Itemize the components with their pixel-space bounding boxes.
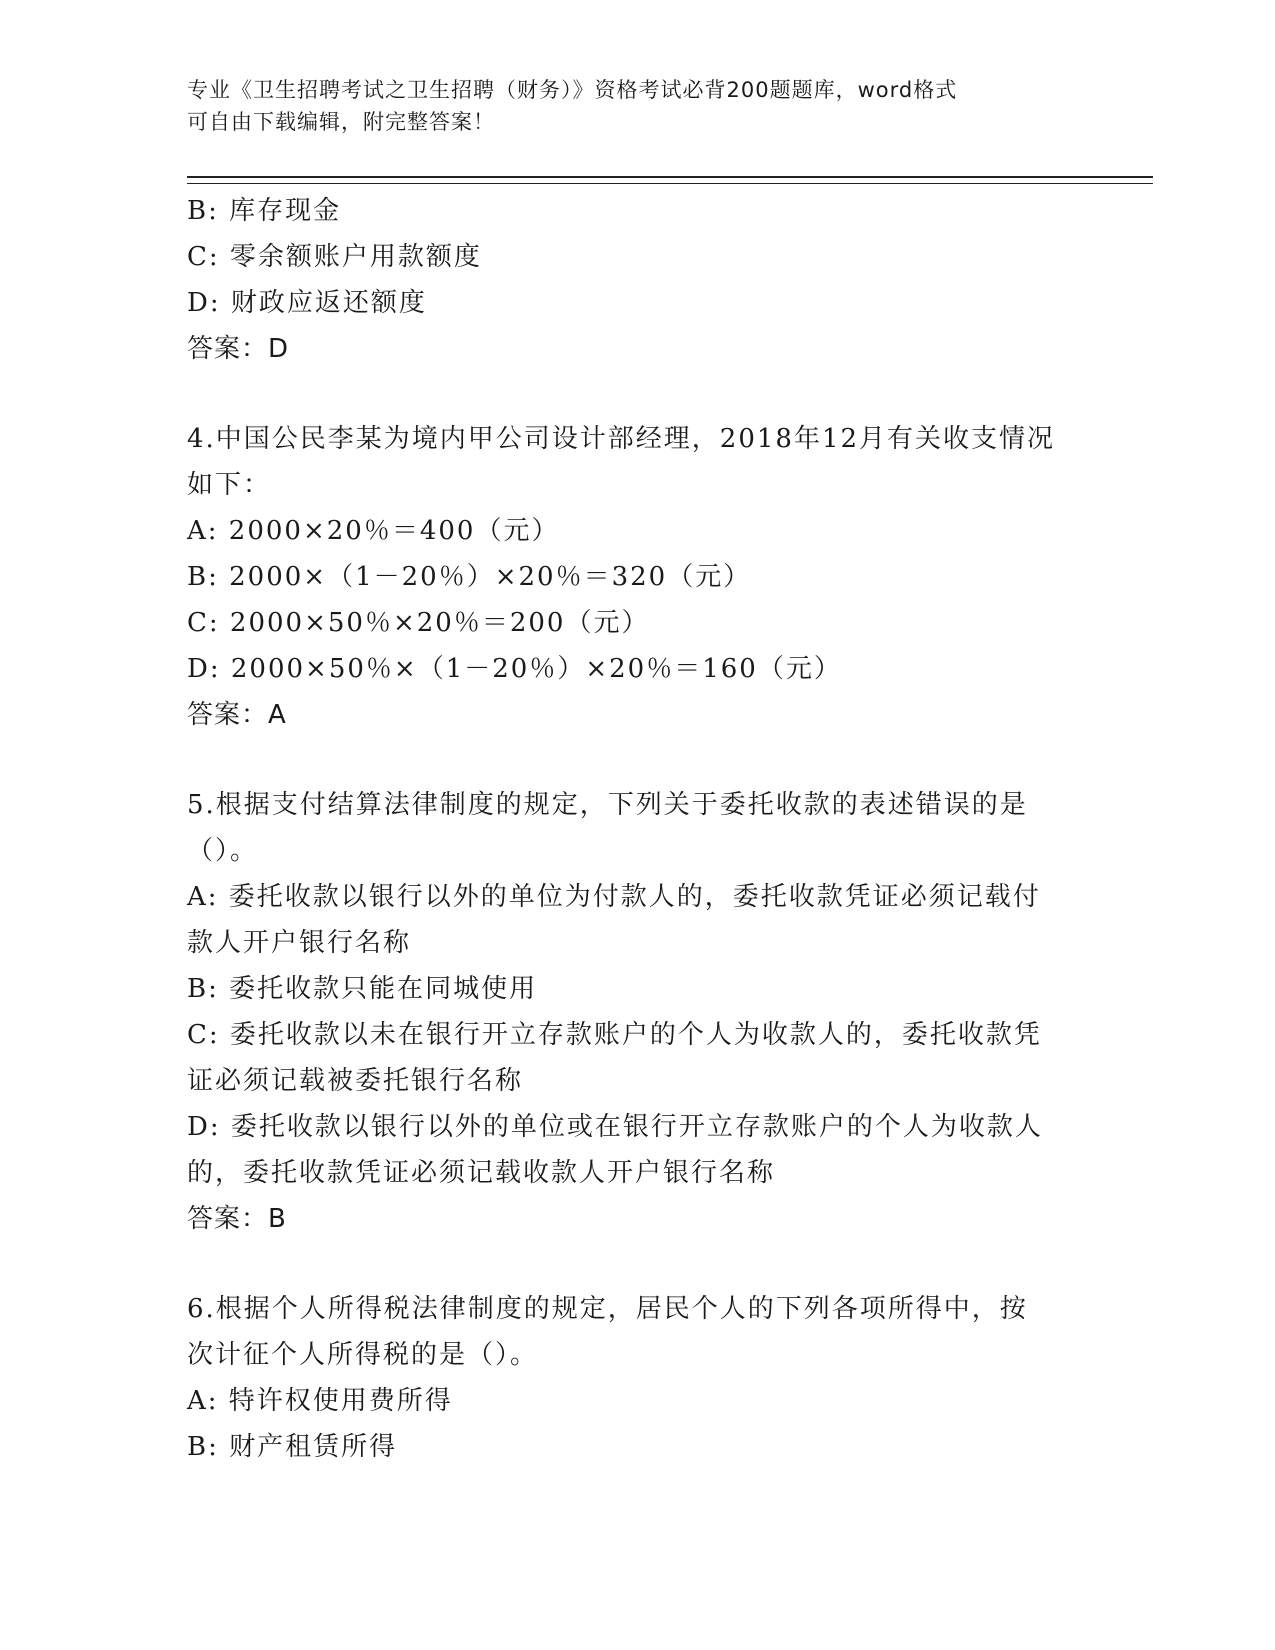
- q5-question-line-1: 5.根据支付结算法律制度的规定，下列关于委托收款的表述错误的是: [187, 790, 1028, 820]
- spacer: [187, 372, 1087, 416]
- q5-option-d-line-2: 的，委托收款凭证必须记载收款人开户银行名称: [187, 1158, 776, 1188]
- q5-option-a-line-1: A: 委托收款以银行以外的单位为付款人的，委托收款凭证必须记载付: [187, 882, 1041, 912]
- q6-option-b: B: 财产租赁所得: [187, 1432, 398, 1462]
- q5-option-c-line-2: 证必须记载被委托银行名称: [187, 1066, 524, 1096]
- q5-option-a-line-2: 款人开户银行名称: [187, 928, 412, 958]
- q5-option-d-line-1: D: 委托收款以银行以外的单位或在银行开立存款账户的个人为收款人: [187, 1112, 1043, 1142]
- question-5-block: [187, 782, 1087, 1242]
- q4-answer: 答案：A: [187, 700, 287, 730]
- q4-question-line-2: 如下：: [187, 470, 272, 500]
- q3-option-b: B: 库存现金: [187, 196, 342, 226]
- q4-option-b: B: 2000×（1－20％）×20％＝320（元）: [187, 562, 752, 592]
- question-3-block: [187, 188, 1087, 372]
- header-divider-thin: [187, 183, 1153, 184]
- header-divider-thick: [187, 176, 1153, 178]
- q6-option-a: A: 特许权使用费所得: [187, 1386, 453, 1416]
- header-title-line-1: 专业《卫生招聘考试之卫生招聘（财务）》资格考试必背200题题库，word格式: [187, 78, 958, 102]
- q4-option-d: D: 2000×50％×（1－20％）×20％＝160（元）: [187, 654, 842, 684]
- q4-option-c: C: 2000×50％×20％＝200（元）: [187, 608, 650, 638]
- question-6-block: [187, 1286, 1087, 1470]
- question-4-block: [187, 416, 1087, 738]
- document-header: [187, 74, 1067, 138]
- q6-question-line-2: 次计征个人所得税的是（）。: [187, 1340, 539, 1370]
- q5-answer: 答案：B: [187, 1204, 287, 1234]
- q3-answer: 答案：D: [187, 334, 290, 364]
- q4-question-line-1: 4.中国公民李某为境内甲公司设计部经理，2018年12月有关收支情况: [187, 424, 1056, 454]
- spacer: [187, 1242, 1087, 1286]
- spacer: [187, 738, 1087, 782]
- q3-option-d: D: 财政应返还额度: [187, 288, 427, 318]
- q5-option-b: B: 委托收款只能在同城使用: [187, 974, 538, 1004]
- q3-option-c: C: 零余额账户用款额度: [187, 242, 482, 272]
- question-content: [187, 188, 1087, 1470]
- q6-question-line-1: 6.根据个人所得税法律制度的规定，居民个人的下列各项所得中，按: [187, 1294, 1028, 1324]
- q5-option-c-line-1: C: 委托收款以未在银行开立存款账户的个人为收款人的，委托收款凭: [187, 1020, 1042, 1050]
- q4-option-a: A: 2000×20％＝400（元）: [187, 516, 560, 546]
- q5-question-line-2: （）。: [187, 836, 259, 866]
- header-title-line-2: 可自由下载编辑，附完整答案！: [187, 110, 495, 134]
